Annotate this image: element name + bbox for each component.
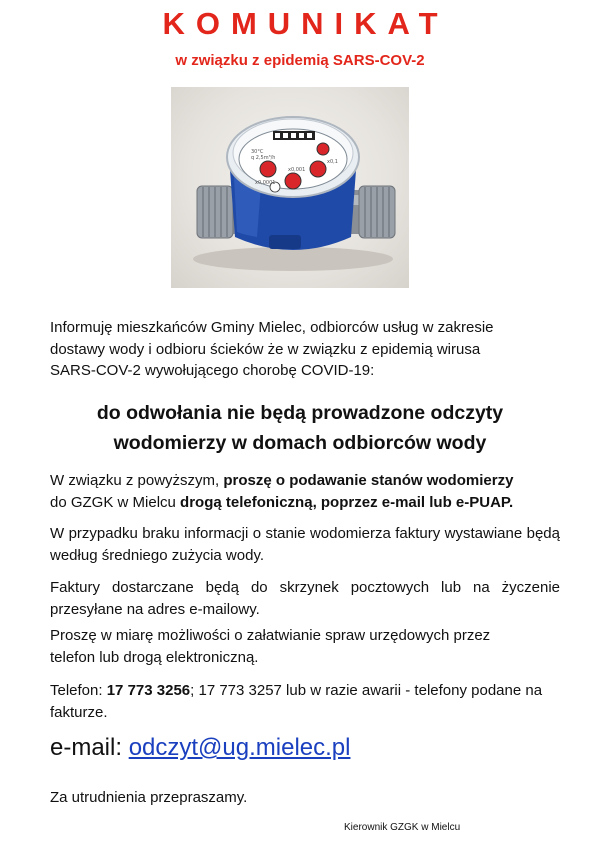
report-text: do GZGK w Mielcu bbox=[50, 493, 181, 511]
svg-text:x0,0001: x0,0001 bbox=[255, 180, 276, 186]
report-paragraph bbox=[50, 470, 560, 513]
signature: Kierownik GZGK w Mielcu bbox=[344, 822, 461, 833]
intro-paragraph bbox=[50, 317, 560, 382]
report-text: W związku z powyższym, bbox=[50, 472, 224, 489]
closing-text: Za utrudnienia przepraszamy. bbox=[50, 789, 248, 806]
headline bbox=[0, 398, 600, 458]
phone-label: Telefon: bbox=[50, 682, 107, 699]
water-meter-photo bbox=[171, 87, 409, 288]
email-link[interactable]: odczyt@ug.mielec.pl bbox=[128, 734, 351, 761]
delivery-paragraph: Faktury dostarczane będą do skrzynek pocztowych lub na życzenie przesyłane na adres e-mailowy. bbox=[50, 579, 560, 618]
email-line bbox=[50, 734, 350, 762]
svg-text:x0,1: x0,1 bbox=[327, 159, 338, 165]
notice-title: KOMUNIKAT bbox=[162, 6, 449, 41]
phone-paragraph bbox=[50, 680, 560, 723]
report-channels: drogą telefoniczną, poprzez e-mail lub e-PUAP. bbox=[180, 493, 514, 511]
contact-line: Proszę w miarę możliwości o załatwianie spraw urzędowych przez bbox=[50, 627, 491, 644]
svg-text:30°C: 30°C bbox=[251, 149, 264, 155]
phone-primary: 17 773 3256 bbox=[106, 682, 191, 699]
invoice-paragraph: W przypadku braku informacji o stanie wodomierza faktury wystawiane będą według średniego zużycia wody. bbox=[50, 525, 560, 564]
report-emphasis: proszę o podawanie stanów wodomierzy bbox=[223, 472, 514, 489]
contact-paragraph bbox=[50, 625, 560, 668]
intro-line: Informuję mieszkańców Gminy Mielec, odbiorców usług w zakresie bbox=[50, 319, 494, 336]
email-label: e-mail: bbox=[50, 734, 129, 761]
notice-subtitle: w związku z epidemią SARS-COV-2 bbox=[175, 52, 425, 69]
phone-rest: ; 17 773 3257 lub w razie awarii - telefony podane na fakturze. bbox=[50, 682, 543, 721]
headline-line: wodomierzy w domach odbiorców wody bbox=[113, 432, 487, 454]
headline-line: do odwołania nie będą prowadzone odczyty bbox=[96, 402, 504, 424]
svg-text:q 2,5m³/h: q 2,5m³/h bbox=[251, 155, 276, 161]
intro-line: SARS-COV-2 wywołującego chorobę COVID-19: bbox=[50, 362, 375, 379]
contact-line: telefon lub drogą elektroniczną. bbox=[50, 648, 259, 666]
svg-text:x0,001: x0,001 bbox=[288, 167, 306, 173]
intro-line: dostawy wody i odbioru ścieków że w związku z epidemią wirusa bbox=[50, 340, 481, 358]
